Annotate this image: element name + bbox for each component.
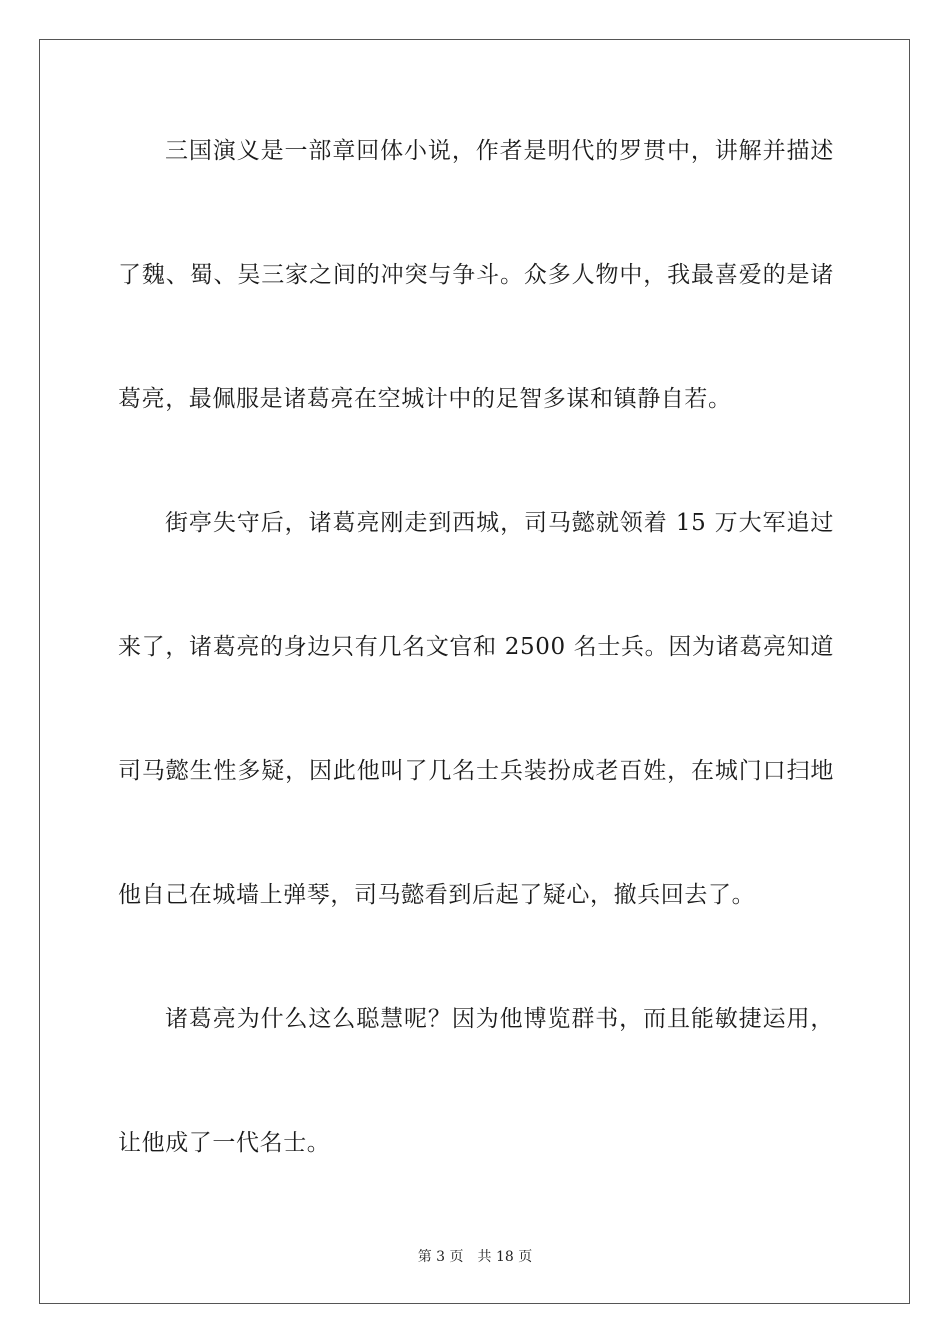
page-footer [0,1248,950,1266]
page-number: 第 3 页 [417,1249,464,1265]
paragraph-2-line-3: 司马懿生性多疑，因此他叫了几名士兵装扮成老百姓，在城门口扫地 [118,758,834,784]
paragraph-1-line-2: 了魏、蜀、吴三家之间的冲突与争斗。众多人物中，我最喜爱的是诸 [118,262,834,288]
paragraph-3-line-1: 诸葛亮为什么这么聪慧呢？因为他博览群书，而且能敏捷运用， [165,1006,834,1032]
paragraph-1-line-1: 三国演义是一部章回体小说，作者是明代的罗贯中，讲解并描述 [165,138,834,164]
paragraph-3-line-2: 让他成了一代名士。 [118,1130,331,1156]
paragraph-2-line-4: 他自己在城墙上弹琴，司马懿看到后起了疑心，撤兵回去了。 [118,882,756,908]
paragraph-2-line-1: 街亭失守后，诸葛亮刚走到西城，司马懿就领着 15 万大军追过 [165,510,834,536]
paragraph-2-line-2: 来了，诸葛亮的身边只有几名文官和 2500 名士兵。因为诸葛亮知道 [118,634,834,660]
page-border [39,39,910,1304]
paragraph-1-line-3: 葛亮，最佩服是诸葛亮在空城计中的足智多谋和镇静自若。 [118,386,732,412]
page-total: 共 18 页 [477,1249,533,1265]
